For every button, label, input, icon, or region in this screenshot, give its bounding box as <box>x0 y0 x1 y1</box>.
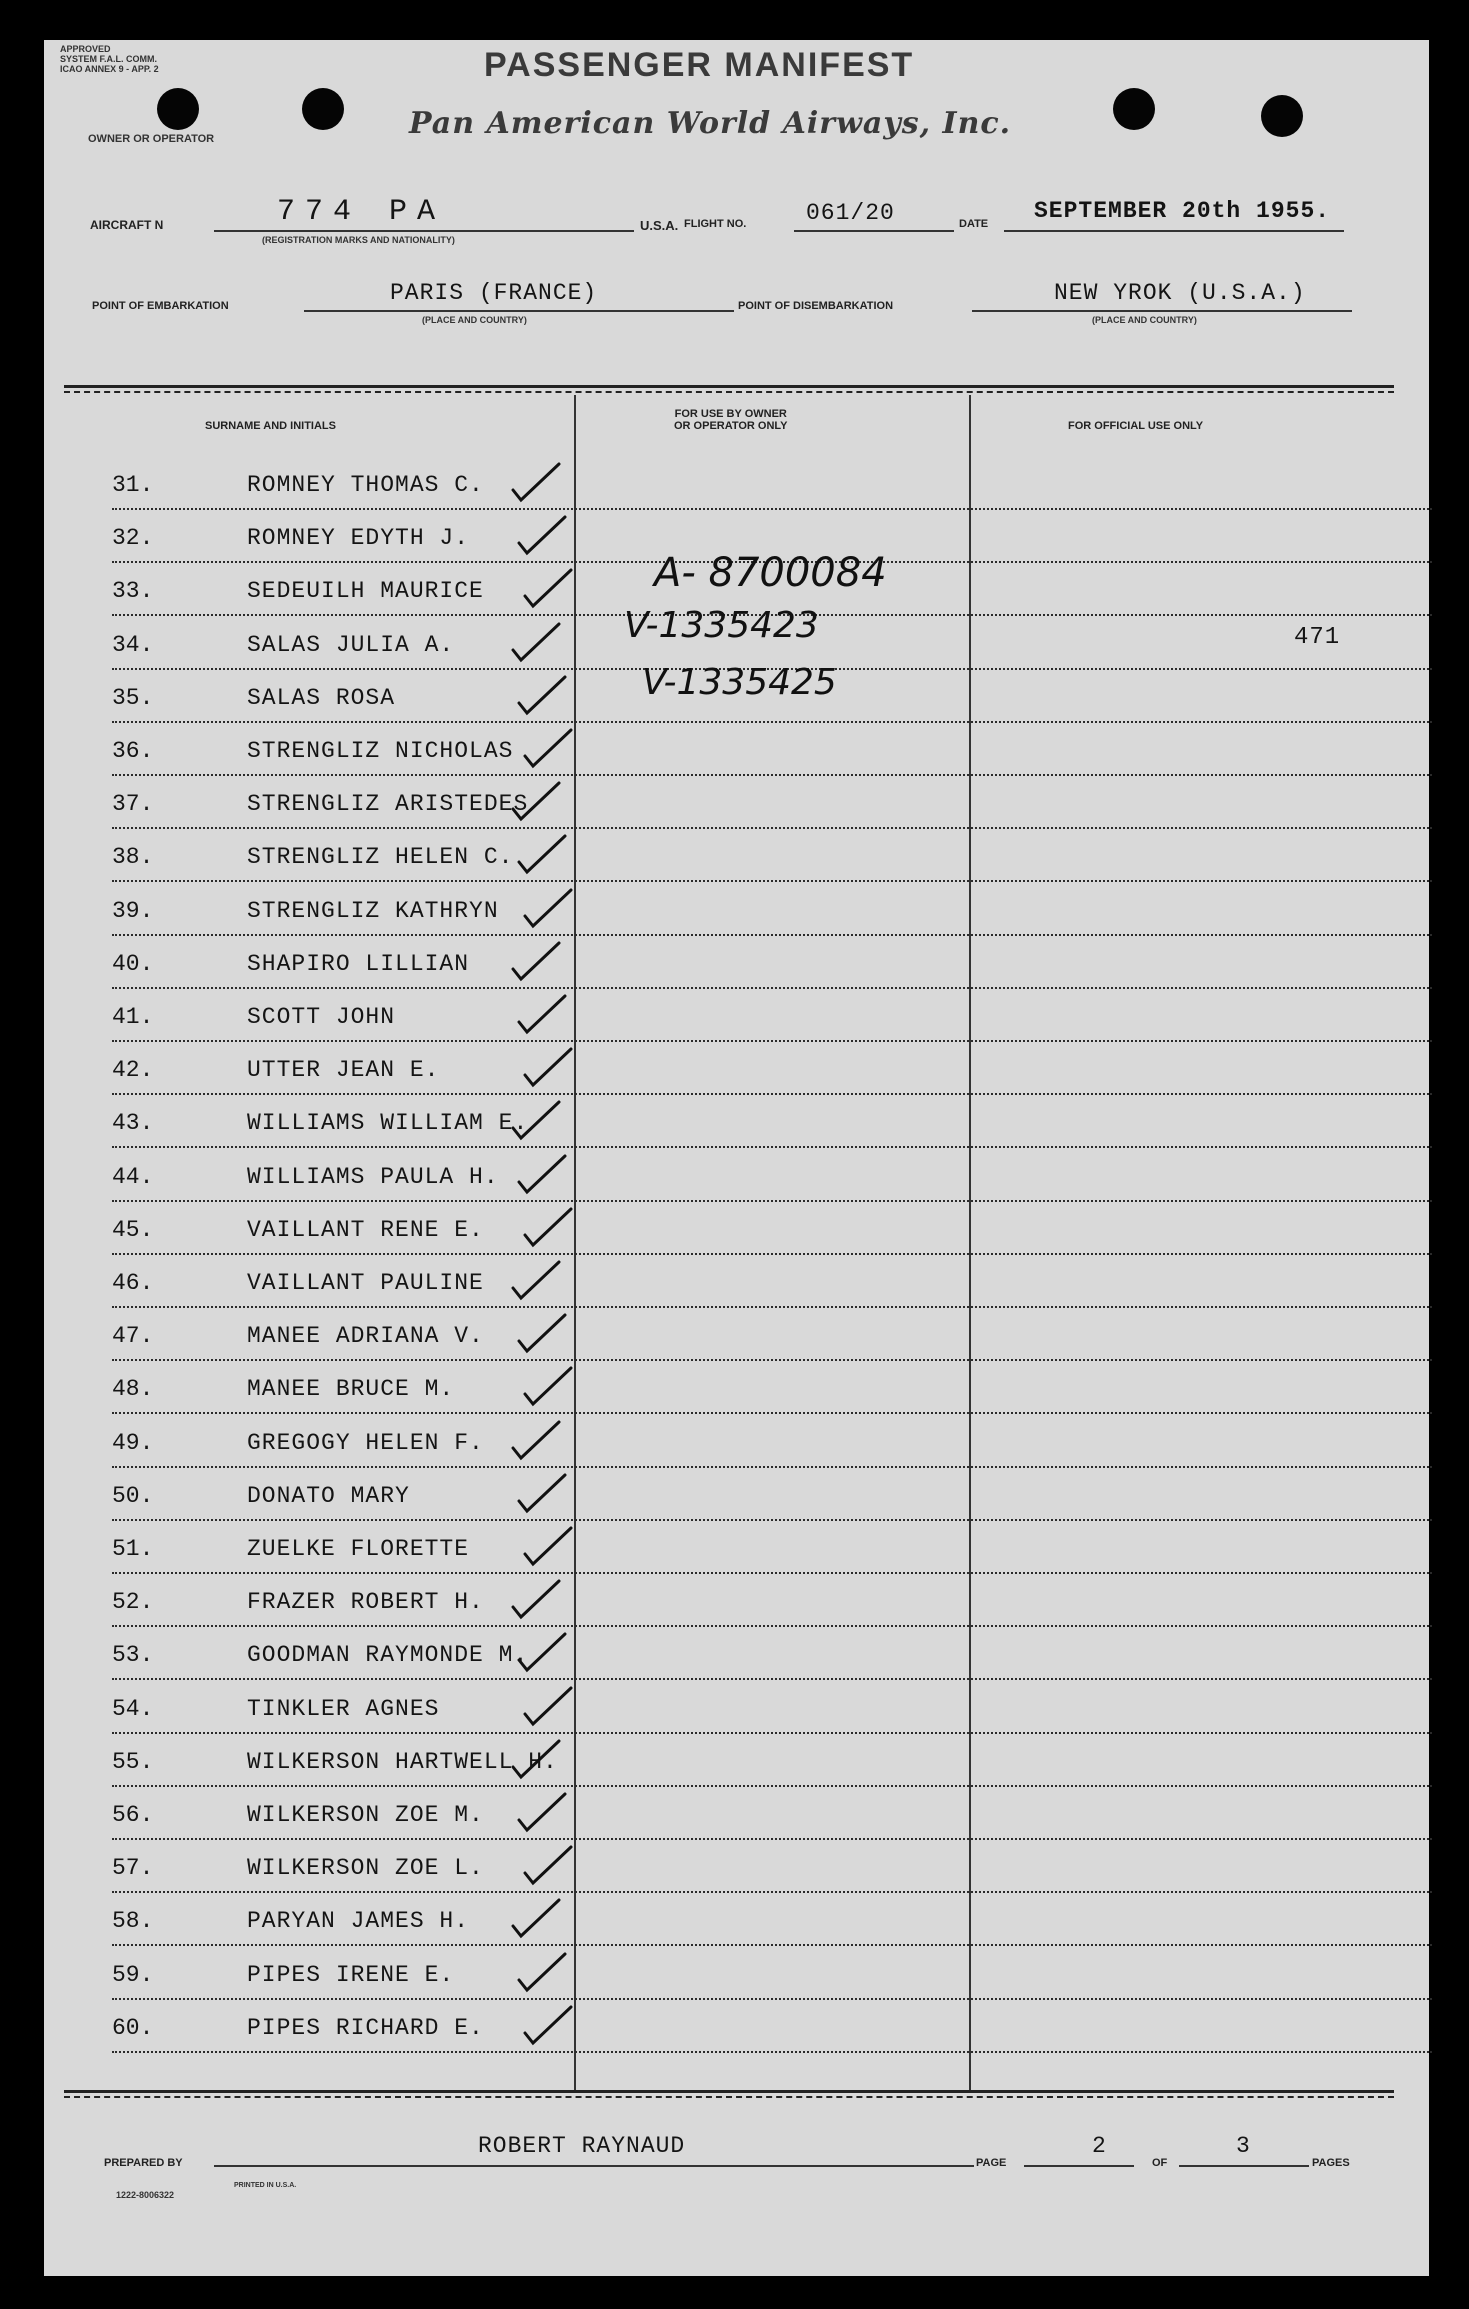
flight-no-value: 061/20 <box>806 200 895 226</box>
underline <box>1179 2165 1309 2167</box>
row-rule <box>112 1944 1432 1946</box>
operator-name: Pan American World Airways, Inc. <box>409 106 1012 141</box>
passenger-name: GOODMAN RAYMONDE M. <box>247 1642 529 1669</box>
passenger-number: 34. <box>112 631 154 658</box>
passenger-number: 45. <box>112 1216 154 1243</box>
date-value: SEPTEMBER 20th 1955. <box>1034 198 1331 224</box>
passenger-name: STRENGLIZ NICHOLAS <box>247 738 514 764</box>
official-use-header: FOR OFFICIAL USE ONLY <box>1068 420 1204 432</box>
top-rule <box>64 385 1394 388</box>
page-label: PAGE <box>976 2157 1007 2169</box>
passenger-name: VAILLANT RENE E. <box>247 1216 484 1243</box>
row-rule <box>112 1200 1432 1202</box>
passenger-name: WILKERSON HARTWELL H. <box>247 1748 558 1775</box>
top-rule <box>64 391 1394 393</box>
disembarkation-value: NEW YROK (U.S.A.) <box>1054 280 1306 306</box>
row-rule <box>112 1040 1432 1042</box>
check-mark-icon <box>513 992 573 1042</box>
passenger-number: 54. <box>112 1695 154 1722</box>
check-mark-icon <box>519 1684 579 1734</box>
handwritten-owner-entry: V-1335423 <box>624 605 819 646</box>
row-rule <box>112 508 1432 510</box>
row-rule <box>112 1412 1432 1414</box>
official-use-entry: 471 <box>1294 624 1341 651</box>
row-rule <box>112 1891 1432 1893</box>
row-rule <box>112 1146 1432 1148</box>
passenger-number: 52. <box>112 1589 154 1616</box>
passenger-name: SALAS ROSA <box>247 684 396 711</box>
check-mark-icon <box>519 1364 579 1414</box>
of-label: OF <box>1152 2157 1168 2169</box>
underline <box>214 230 634 232</box>
check-mark-icon <box>513 673 573 723</box>
row-rule <box>112 1306 1432 1308</box>
flight-no-label: FLIGHT NO. <box>684 218 747 230</box>
check-mark-icon <box>519 566 579 616</box>
passenger-number: 35. <box>112 684 154 711</box>
passenger-name: PARYAN JAMES H. <box>247 1908 470 1935</box>
passenger-name: MANEE ADRIANA V. <box>247 1323 484 1350</box>
check-mark-icon <box>513 832 573 882</box>
owner-label: OWNER OR OPERATOR <box>88 133 215 145</box>
check-mark-icon <box>513 513 573 563</box>
row-rule <box>112 1253 1432 1255</box>
handwritten-owner-entry: A- 8700084 <box>654 550 887 596</box>
passenger-name: ZUELKE FLORETTE <box>247 1536 470 1562</box>
passenger-number: 60. <box>112 2014 154 2041</box>
passenger-number: 36. <box>112 738 154 764</box>
passenger-number: 33. <box>112 578 154 605</box>
underline <box>1004 230 1344 232</box>
prepared-by-value: ROBERT RAYNAUD <box>478 2133 686 2159</box>
aircraft-value: 774 PA <box>277 195 446 229</box>
row-rule <box>112 934 1432 936</box>
passenger-number: 49. <box>112 1429 154 1456</box>
row-rule <box>112 987 1432 989</box>
passenger-name: ROMNEY EDYTH J. <box>247 525 470 552</box>
check-mark-icon <box>519 2003 579 2053</box>
bottom-rule <box>64 2090 1394 2093</box>
approval-line: SYSTEM F.A.L. COMM. <box>60 54 158 64</box>
check-mark-icon <box>513 1152 573 1202</box>
printed-stamp: PRINTED IN U.S.A. <box>234 2182 297 2189</box>
approval-line: ICAO ANNEX 9 - APP. 2 <box>60 64 159 74</box>
passenger-name: WILKERSON ZOE M. <box>247 1802 484 1828</box>
underline <box>304 310 734 312</box>
passenger-number: 57. <box>112 1855 154 1882</box>
passenger-name: PIPES IRENE E. <box>247 1961 455 1988</box>
check-mark-icon <box>507 1737 567 1787</box>
check-mark-icon <box>513 1630 573 1680</box>
usa-label: U.S.A. <box>640 218 679 233</box>
row-rule <box>112 774 1432 776</box>
check-mark-icon <box>507 1896 567 1946</box>
passenger-number: 41. <box>112 1004 154 1030</box>
row-rule <box>112 1998 1432 2000</box>
owner-use-header-line: FOR USE BY OWNER <box>674 408 787 420</box>
passenger-name: STRENGLIZ HELEN C. <box>247 844 514 871</box>
check-mark-icon <box>507 460 567 510</box>
underline <box>794 230 954 232</box>
passenger-name: WILLIAMS WILLIAM E. <box>247 1110 529 1137</box>
place-caption: (PLACE AND COUNTRY) <box>422 315 527 325</box>
passenger-number: 51. <box>112 1536 154 1562</box>
row-rule <box>112 1732 1432 1734</box>
prepared-by-label: PREPARED BY <box>104 2157 183 2169</box>
passenger-number: 31. <box>112 472 154 498</box>
approval-note <box>60 44 159 74</box>
place-caption: (PLACE AND COUNTRY) <box>1092 315 1197 325</box>
passenger-name: STRENGLIZ ARISTEDES <box>247 791 529 818</box>
passenger-number: 53. <box>112 1642 154 1669</box>
handwritten-owner-entry: V-1335425 <box>642 662 837 703</box>
total-pages: 3 <box>1236 2133 1251 2159</box>
row-rule <box>112 721 1432 723</box>
check-mark-icon <box>513 1950 573 2000</box>
surname-column-header: SURNAME AND INITIALS <box>205 420 336 432</box>
passenger-number: 40. <box>112 950 154 977</box>
passenger-number: 50. <box>112 1482 154 1509</box>
passenger-name: GREGOGY HELEN F. <box>247 1429 484 1456</box>
passenger-name: WILLIAMS PAULA H. <box>247 1163 499 1190</box>
passenger-name: MANEE BRUCE M. <box>247 1376 455 1403</box>
check-mark-icon <box>507 1098 567 1148</box>
pages-label: PAGES <box>1312 2157 1350 2169</box>
underline <box>214 2165 974 2167</box>
row-rule <box>112 1572 1432 1574</box>
passenger-number: 58. <box>112 1908 154 1935</box>
passenger-number: 43. <box>112 1110 154 1137</box>
check-mark-icon <box>513 1471 573 1521</box>
embarkation-value: PARIS (FRANCE) <box>390 280 598 306</box>
row-rule <box>112 827 1432 829</box>
passenger-number: 46. <box>112 1270 154 1296</box>
form-number: 1222-8006322 <box>116 2190 175 2200</box>
row-rule <box>112 2051 1432 2053</box>
page-title: PASSENGER MANIFEST <box>484 46 915 84</box>
passenger-number: 55. <box>112 1748 154 1775</box>
passenger-name: SHAPIRO LILLIAN <box>247 950 470 977</box>
check-mark-icon <box>507 939 567 989</box>
check-mark-icon <box>519 1045 579 1095</box>
passenger-number: 44. <box>112 1163 154 1190</box>
row-rule <box>112 1838 1432 1840</box>
passenger-name: VAILLANT PAULINE <box>247 1270 484 1296</box>
row-rule <box>112 1785 1432 1787</box>
page-number: 2 <box>1092 2133 1107 2159</box>
row-rule <box>112 1466 1432 1468</box>
registration-caption: (REGISTRATION MARKS AND NATIONALITY) <box>262 235 455 245</box>
passenger-number: 59. <box>112 1961 154 1988</box>
date-label: DATE <box>959 218 989 230</box>
check-mark-icon <box>507 1418 567 1468</box>
embarkation-label: POINT OF EMBARKATION <box>92 300 229 312</box>
bottom-rule <box>64 2096 1394 2098</box>
check-mark-icon <box>519 1205 579 1255</box>
disembarkation-label: POINT OF DISEMBARKATION <box>738 300 894 312</box>
underline <box>972 310 1352 312</box>
row-rule <box>112 880 1432 882</box>
manifest-sheet <box>44 40 1429 2276</box>
passenger-name: SEDEUILH MAURICE <box>247 578 484 605</box>
passenger-number: 37. <box>112 791 154 818</box>
column-divider <box>969 395 971 2090</box>
punch-hole <box>1113 88 1155 130</box>
check-mark-icon <box>507 620 567 670</box>
passenger-number: 38. <box>112 844 154 871</box>
passenger-number: 39. <box>112 897 154 924</box>
passenger-number: 42. <box>112 1057 154 1084</box>
row-rule <box>112 1625 1432 1627</box>
owner-use-header-line: OR OPERATOR ONLY <box>674 420 788 432</box>
underline <box>1024 2165 1134 2167</box>
passenger-number: 32. <box>112 525 154 552</box>
row-rule <box>112 1678 1432 1680</box>
passenger-name: PIPES RICHARD E. <box>247 2014 484 2041</box>
row-rule <box>112 1093 1432 1095</box>
passenger-name: ROMNEY THOMAS C. <box>247 472 484 498</box>
row-rule <box>112 1359 1432 1361</box>
passenger-name: SCOTT JOHN <box>247 1004 396 1030</box>
check-mark-icon <box>519 1524 579 1574</box>
check-mark-icon <box>513 1311 573 1361</box>
owner-use-header <box>674 408 787 432</box>
punch-hole <box>157 88 199 130</box>
row-rule <box>112 1519 1432 1521</box>
passenger-name: WILKERSON ZOE L. <box>247 1855 484 1882</box>
aircraft-label: AIRCRAFT N <box>90 218 164 232</box>
passenger-name: DONATO MARY <box>247 1482 410 1509</box>
check-mark-icon <box>513 1790 573 1840</box>
punch-hole <box>302 88 344 130</box>
passenger-number: 48. <box>112 1376 154 1403</box>
punch-hole <box>1261 95 1303 137</box>
passenger-name: UTTER JEAN E. <box>247 1057 440 1084</box>
passenger-name: TINKLER AGNES <box>247 1695 440 1722</box>
passenger-name: SALAS JULIA A. <box>247 631 455 658</box>
check-mark-icon <box>519 1843 579 1893</box>
check-mark-icon <box>519 886 579 936</box>
passenger-name: STRENGLIZ KATHRYN <box>247 897 499 924</box>
approval-line: APPROVED <box>60 44 111 54</box>
check-mark-icon <box>507 1258 567 1308</box>
passenger-number: 56. <box>112 1802 154 1828</box>
passenger-name: FRAZER ROBERT H. <box>247 1589 484 1616</box>
check-mark-icon <box>507 779 567 829</box>
passenger-number: 47. <box>112 1323 154 1350</box>
check-mark-icon <box>507 1577 567 1627</box>
check-mark-icon <box>519 726 579 776</box>
